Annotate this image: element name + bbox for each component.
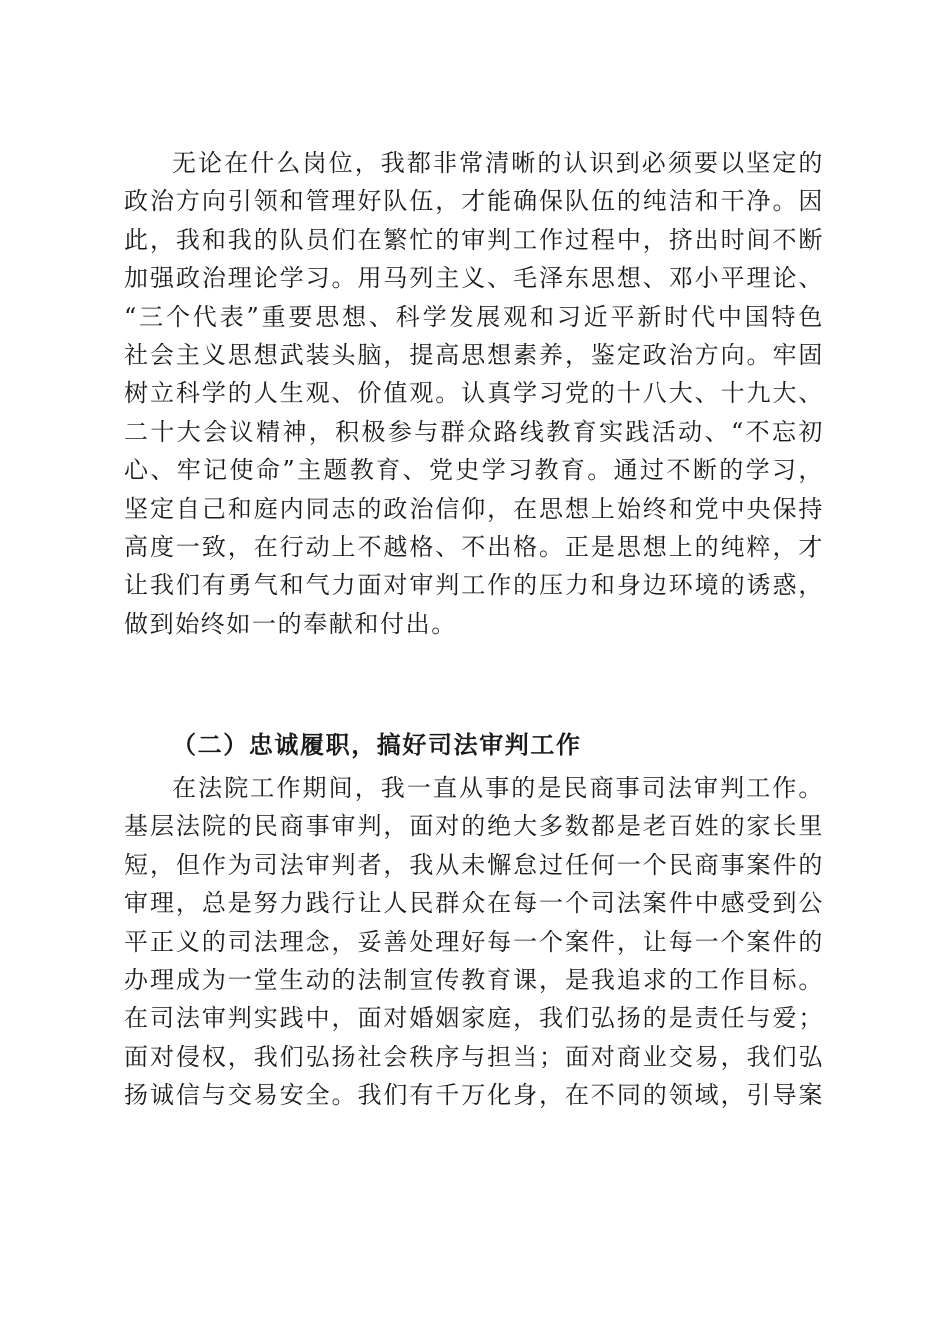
paragraph-1-line: 二十大会议精神，积极参与群众路线教育实践活动、“不忘初	[124, 417, 824, 446]
paragraph-1	[124, 144, 824, 643]
paragraph-2-line: 扬诚信与交易安全。我们有千万化身，在不同的领域，引导案	[124, 1081, 824, 1110]
paragraph-2-line: 在司法审判实践中，面对婚姻家庭，我们弘扬的是责任与爱；	[124, 1004, 824, 1033]
paragraph-2-line: 平正义的司法理念，妥善处理好每一个案件，让每一个案件的	[124, 927, 824, 956]
section-heading: （二）忠诚履职，搞好司法审判工作	[172, 730, 582, 759]
paragraph-1-line: 坚定自己和庭内同志的政治信仰，在思想上始终和党中央保持	[124, 494, 824, 523]
paragraph-1-line: 做到始终如一的奉献和付出。	[124, 609, 457, 638]
paragraph-1-line: 心、牢记使命”主题教育、党史学习教育。通过不断的学习，	[124, 456, 824, 485]
paragraph-1-line: 树立科学的人生观、价值观。认真学习党的十八大、十九大、	[124, 379, 824, 408]
paragraph-1-line: 让我们有勇气和气力面对审判工作的压力和身边环境的诱惑，	[124, 571, 824, 600]
paragraph-1-line: 无论在什么岗位，我都非常清晰的认识到必须要以坚定的	[172, 149, 824, 177]
paragraph-2-line: 在法院工作期间，我一直从事的是民商事司法审判工作。	[172, 774, 824, 802]
paragraph-1-line: 政治方向引领和管理好队伍，才能确保队伍的纯洁和干净。因	[124, 187, 824, 216]
paragraph-2-line: 审理，总是努力践行让人民群众在每一个司法案件中感受到公	[124, 889, 824, 918]
paragraph-2-line: 短，但作为司法审判者，我从未懈怠过任何一个民商事案件的	[124, 850, 824, 879]
paragraph-1-line: 此，我和我的队员们在繁忙的审判工作过程中，挤出时间不断	[124, 225, 824, 254]
paragraph-2	[124, 769, 824, 1115]
paragraph-1-line: 高度一致，在行动上不越格、不出格。正是思想上的纯粹，才	[124, 532, 824, 561]
paragraph-1-line: “三个代表”重要思想、科学发展观和习近平新时代中国特色	[124, 302, 824, 331]
paragraph-2-line: 基层法院的民商事审判，面对的绝大多数都是老百姓的家长里	[124, 812, 824, 841]
paragraph-1-line: 加强政治理论学习。用马列主义、毛泽东思想、邓小平理论、	[124, 264, 824, 293]
paragraph-2-line: 办理成为一堂生动的法制宣传教育课，是我追求的工作目标。	[124, 965, 824, 994]
paragraph-1-line: 社会主义思想武装头脑，提高思想素养，鉴定政治方向。牢固	[124, 340, 824, 369]
paragraph-2-line: 面对侵权，我们弘扬社会秩序与担当；面对商业交易，我们弘	[124, 1042, 824, 1071]
